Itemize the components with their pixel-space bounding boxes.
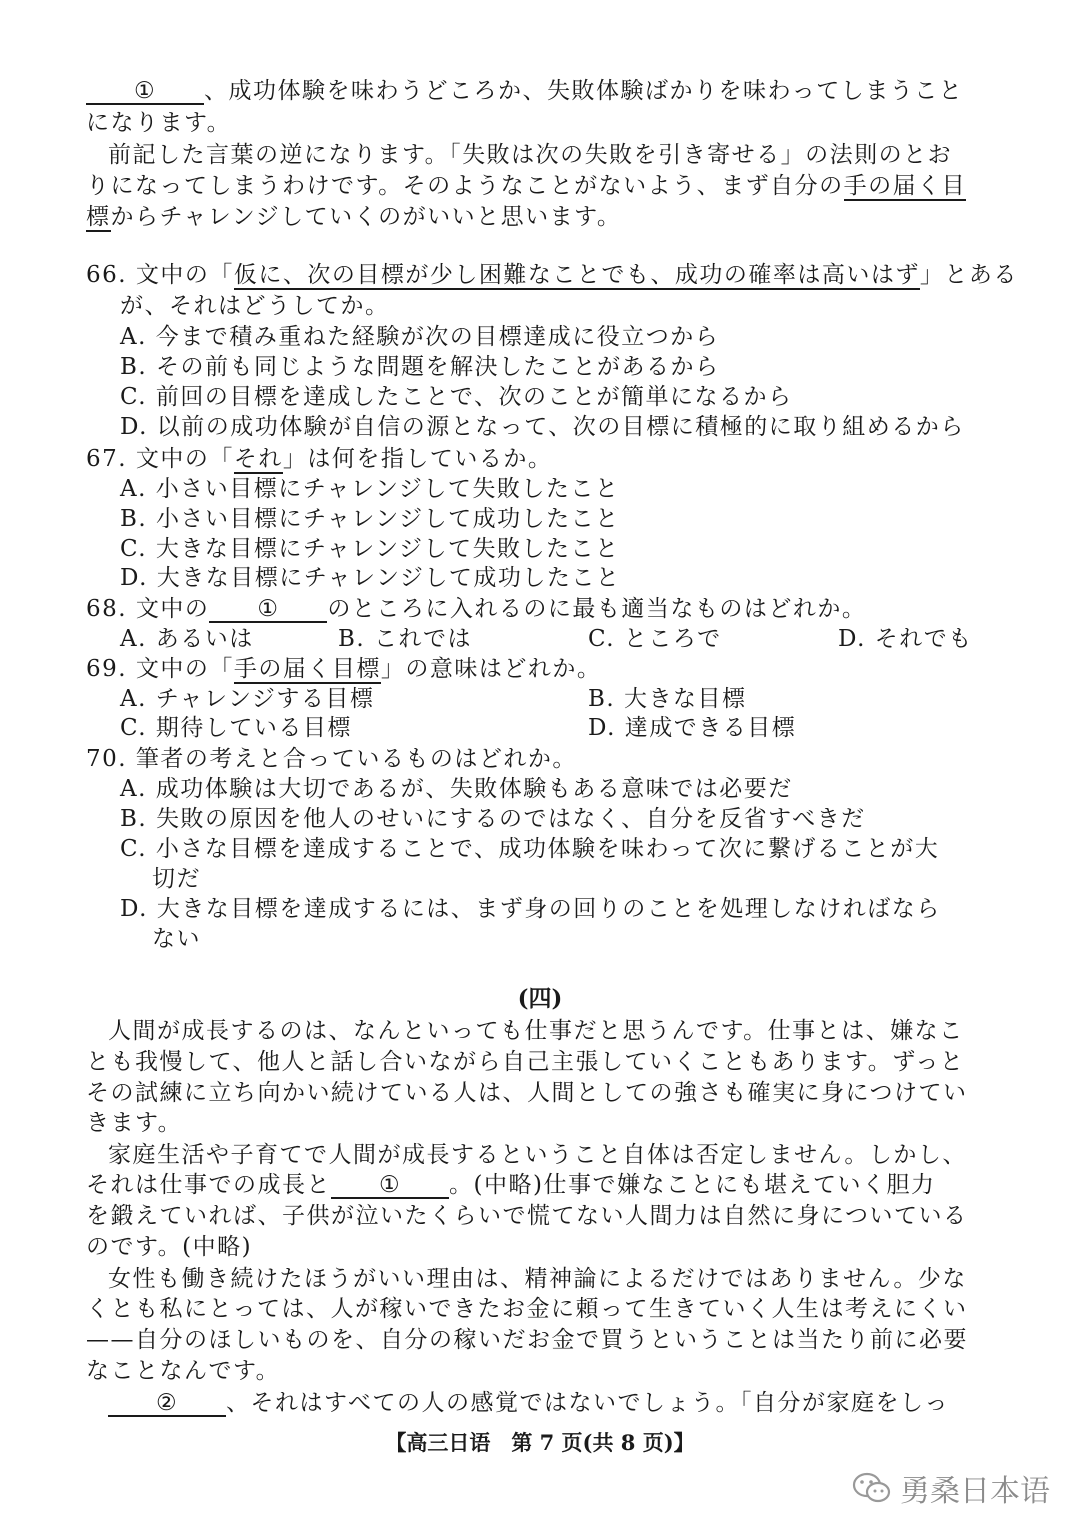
option-a: A. チャレンジする目標 xyxy=(120,686,375,712)
question-66: 66. 文中の「仮に、次の目標が少し困難なことでも、成功の確率は高いはず」とある xyxy=(86,262,1018,288)
passage-line: りになってしまうわけです。そのようなことがないよう、まず自分の手の届く目 xyxy=(86,173,967,199)
passage-line: なことなんです。 xyxy=(86,1358,281,1384)
option-b: B. 失敗の原因を他人のせいにするのではなく、自分を反省すべきだ xyxy=(120,806,866,832)
passage-line: それは仕事での成長と ① 。(中略)仕事で嫌なことにも堪えていく胆力 xyxy=(86,1172,936,1198)
passage-line: その試練に立ち向かい続けている人は、人間としての強さも確実に身につけてい xyxy=(86,1080,968,1106)
option-d: D. それでも xyxy=(838,626,973,652)
passage-line: ——自分のほしいものを、自分の稼いだお金で買うということは当たり前に必要 xyxy=(86,1327,968,1353)
option-a: A. 今まで積み重ねた経験が次の目標達成に役立つから xyxy=(120,324,720,350)
passage-line: 前記した言葉の逆になります。「失敗は次の失敗を引き寄せる」の法則のとお xyxy=(108,142,953,168)
passage-line: ② 、それはすべての人の感覚ではないでしょう。「自分が家庭をしっ xyxy=(108,1388,949,1418)
answer-blank: ① xyxy=(209,597,327,623)
option-b: B. 小さい目標にチャレンジして成功したこと xyxy=(120,506,620,532)
answer-blank: ① xyxy=(331,1173,449,1199)
answer-blank: ① xyxy=(86,79,204,105)
wechat-icon xyxy=(852,1471,892,1505)
option-d: D. 以前の成功体験が自信の源となって、次の目標に積極的に取り組めるから xyxy=(120,414,965,440)
passage-line: 人間が成長するのは、なんといっても仕事だと思うんです。仕事とは、嫌なこ xyxy=(108,1018,964,1044)
option-d: D. 達成できる目標 xyxy=(588,715,797,741)
option-c: C. 小さな目標を達成することで、成功体験を味わって次に繋げることが大 xyxy=(120,836,940,862)
option-a: A. 成功体験は大切であるが、失敗体験もある意味では必要だ xyxy=(120,776,793,802)
passage-line: くとも私にとっては、人が稼いできたお金に頼って生きていく人生は考えにくい xyxy=(86,1296,968,1322)
question-66-stem: が、それはどうしてか。 xyxy=(120,293,390,319)
watermark-text: 勇桑日本语 xyxy=(900,1474,1050,1509)
option-b: B. その前も同じような問題を解決したことがあるから xyxy=(120,354,720,380)
option-c-cont: 切だ xyxy=(152,866,201,892)
answer-blank: ② xyxy=(108,1391,226,1417)
option-a: A. あるいは xyxy=(120,626,254,652)
question-70: 70. 筆者の考えと合っているものはどれか。 xyxy=(86,746,577,772)
option-d: D. 大きな目標にチャレンジして成功したこと xyxy=(120,565,621,591)
underlined-phrase: それ xyxy=(233,446,283,472)
option-a: A. 小さい目標にチャレンジして失敗したこと xyxy=(120,476,620,502)
passage-line: のです。(中略) xyxy=(86,1234,253,1260)
option-b: B. 大きな目標 xyxy=(588,686,747,712)
passage-line: きます。 xyxy=(86,1110,183,1136)
passage-line: 女性も働き続けたほうがいい理由は、精神論によるだけではありません。少な xyxy=(108,1266,967,1292)
underlined-phrase: 仮に、次の目標が少し困難なことでも、成功の確率は高いはず xyxy=(233,262,920,288)
underlined-phrase: 手の届く目 xyxy=(843,173,967,199)
passage-line: 家庭生活や子育てで人間が成長するということ自体は否定しません。しかし、 xyxy=(108,1142,967,1168)
underlined-phrase: 手の届く目標 xyxy=(233,656,381,682)
passage-line: 標からチャレンジしていくのがいいと思います。 xyxy=(86,204,622,230)
page-footer: 【高三日语 第 7 页(共 8 页)】 xyxy=(385,1430,695,1455)
passage-line: とも我慢して、他人と話し合いながら自己主張していくこともあります。ずっと xyxy=(86,1049,965,1075)
option-c: C. ところで xyxy=(588,626,722,652)
option-c: C. 大きな目標にチャレンジして失敗したこと xyxy=(120,536,620,562)
question-68: 68. 文中の ① のところに入れるのに最も適当なものはどれか。 xyxy=(86,596,867,622)
option-c: C. 期待している目標 xyxy=(120,715,352,741)
option-d-cont: ない xyxy=(152,926,201,952)
passage-line: になります。 xyxy=(86,110,232,136)
option-c: C. 前回の目標を達成したことで、次のことが簡単になるから xyxy=(120,384,793,410)
underlined-phrase: 標 xyxy=(86,204,111,230)
option-d: D. 大きな目標を達成するには、まず身の回りのことを処理しなければなら xyxy=(120,896,941,922)
option-b: B. これでは xyxy=(338,626,473,652)
passage-line: ① 、成功体験を味わうどころか、失敗体験ばかりを味わってしまうこと xyxy=(86,76,963,106)
watermark xyxy=(852,1466,1050,1510)
section-title: (四) xyxy=(517,985,563,1012)
passage-line: を鍛えていれば、子供が泣いたくらいで慌てない人間力は自然に身についている xyxy=(86,1203,968,1229)
question-69: 69. 文中の「手の届く目標」の意味はどれか。 xyxy=(86,656,602,682)
question-67: 67. 文中の「それ」は何を指しているか。 xyxy=(86,446,553,472)
